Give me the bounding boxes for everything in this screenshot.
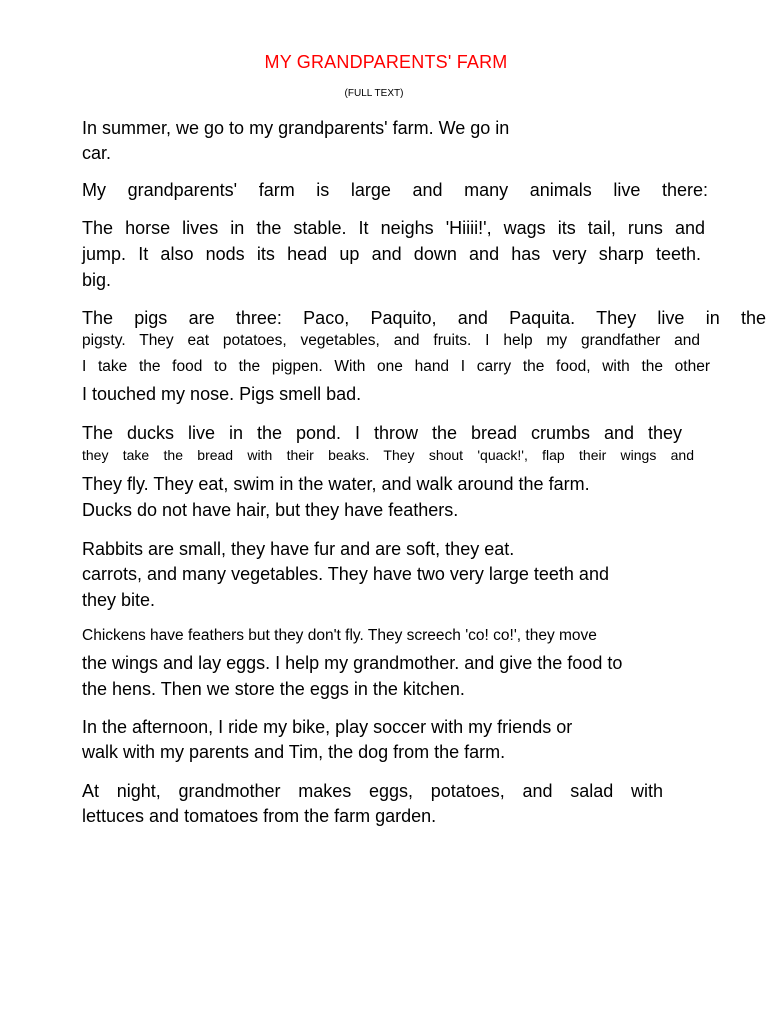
text-line: My grandparents' farm is large and many animals live there: <box>82 180 708 200</box>
text-line: the wings and lay eggs. I help my grandmother. and give the food to <box>82 653 623 673</box>
document-title: MY GRANDPARENTS' FARM <box>264 52 508 72</box>
text-line: the hens. Then we store the eggs in the kitchen. <box>82 679 465 699</box>
text-line: At night, grandmother makes eggs, potatoes, and salad with <box>82 781 663 801</box>
text-line: carrots, and many vegetables. They have two very large teeth and <box>82 564 609 584</box>
text-line: big. <box>82 270 112 290</box>
text-line: Ducks do not have hair, but they have feathers. <box>82 500 459 520</box>
text-line: they take the bread with their beaks. They shout 'quack!', flap their wings and <box>82 447 694 463</box>
text-line: lettuces and tomatoes from the farm garden. <box>82 806 437 826</box>
text-line: walk with my parents and Tim, the dog from the farm. <box>82 742 506 762</box>
text-line: They fly. They eat, swim in the water, and walk around the farm. <box>82 474 590 494</box>
document-subtitle: (FULL TEXT) <box>344 88 404 99</box>
text-line: In summer, we go to my grandparents' farm. We go in <box>82 118 510 138</box>
text-line: Chickens have feathers but they don't fly. They screech 'co! co!', they move <box>82 627 597 644</box>
text-line: Rabbits are small, they have fur and are soft, they eat. <box>82 539 515 559</box>
text-line: In the afternoon, I ride my bike, play soccer with my friends or <box>82 717 573 737</box>
text-line: they bite. <box>82 590 156 610</box>
text-line: car. <box>82 143 112 163</box>
text-line: The pigs are three: Paco, Paquito, and Paquita. They live in the <box>82 308 766 328</box>
text-line: jump. It also nods its head up and down and has very sharp teeth. <box>82 244 701 264</box>
text-line: The ducks live in the pond. I throw the bread crumbs and they <box>82 423 682 443</box>
text-line: The horse lives in the stable. It neighs 'Hiiii!', wags its tail, runs and <box>82 218 705 238</box>
text-line: I touched my nose. Pigs smell bad. <box>82 384 362 404</box>
text-line: pigsty. They eat potatoes, vegetables, and fruits. I help my grandfather and <box>82 332 700 349</box>
text-line: I take the food to the pigpen. With one hand I carry the food, with the other <box>82 358 710 375</box>
